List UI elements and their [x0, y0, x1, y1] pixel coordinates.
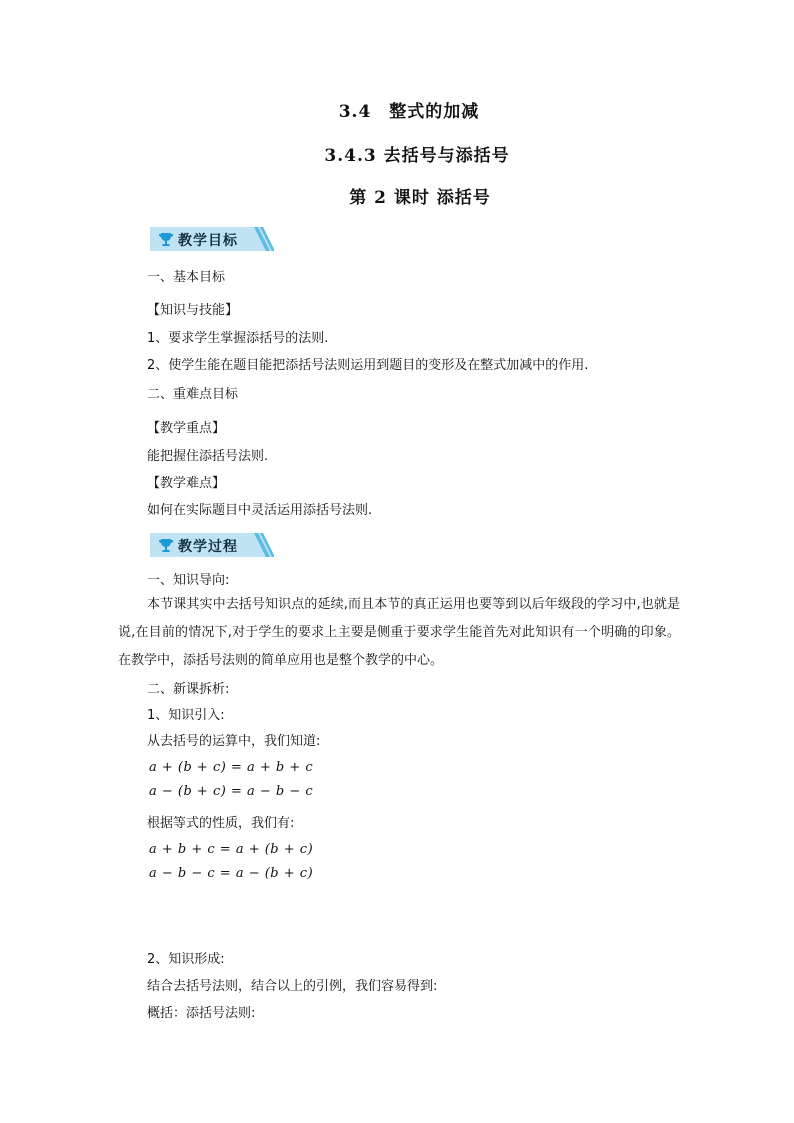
process-banner-label: 教学过程 [178, 539, 238, 555]
equation-2: a − (b + c) = a − b − c [149, 784, 314, 799]
step-2-heading: 2、知识形成: [147, 952, 225, 967]
goal-item-2: 2、使学生能在题目能把添括号法则运用到题目的变形及在整式加减中的作用. [147, 358, 589, 373]
combine-text: 结合去括号法则，结合以上的引例，我们容易得到: [147, 979, 438, 994]
lesson-title: 第 2 课时 添括号 [349, 188, 491, 208]
goals-banner [150, 227, 274, 251]
goals-banner-label: 教学目标 [178, 233, 238, 249]
process-banner [150, 533, 274, 557]
difficulty-text: 如何在实际题目中灵活运用添括号法则. [147, 503, 373, 518]
new-lesson-heading: 二、新课拆析: [147, 682, 230, 697]
equation-1: a + (b + c) = a + b + c [149, 760, 314, 775]
intro-paragraph: 本节课其实中去括号知识点的延续,而且本节的真正运用也要等到以后年级段的学习中,也就是说,在目前的情况下,对于学生的要求上主要是侧重于要求学生能首先对此知识有一个明确的印象。在教学中，添括号法则的简单应用也是整个教学的中心。 [118, 597, 680, 668]
from-remove-text: 从去括号的运算中，我们知道: [147, 734, 321, 749]
difficulty-heading: 【教学难点】 [147, 476, 226, 491]
step-1-heading: 1、知识引入: [147, 708, 225, 723]
trophy-icon [158, 537, 174, 553]
intro-heading: 一、知识导向: [147, 573, 230, 588]
subsection-title: 3.4.3 去括号与添括号 [324, 146, 510, 166]
focus-text: 能把握住添括号法则. [147, 449, 269, 464]
goal-item-1: 1、要求学生掌握添括号的法则. [147, 331, 329, 346]
key-points-heading: 二、重难点目标 [147, 387, 239, 402]
by-property-text: 根据等式的性质，我们有: [147, 816, 295, 831]
trophy-icon [158, 231, 174, 247]
knowledge-heading: 【知识与技能】 [147, 303, 239, 318]
summary-text: 概括：添括号法则: [147, 1006, 256, 1021]
section-title: 3.4 整式的加减 [338, 102, 480, 122]
equation-4: a − b − c = a − (b + c) [149, 866, 314, 881]
equation-3: a + b + c = a + (b + c) [149, 842, 314, 857]
basic-goals-heading: 一、基本目标 [147, 270, 226, 285]
focus-heading: 【教学重点】 [147, 421, 226, 436]
